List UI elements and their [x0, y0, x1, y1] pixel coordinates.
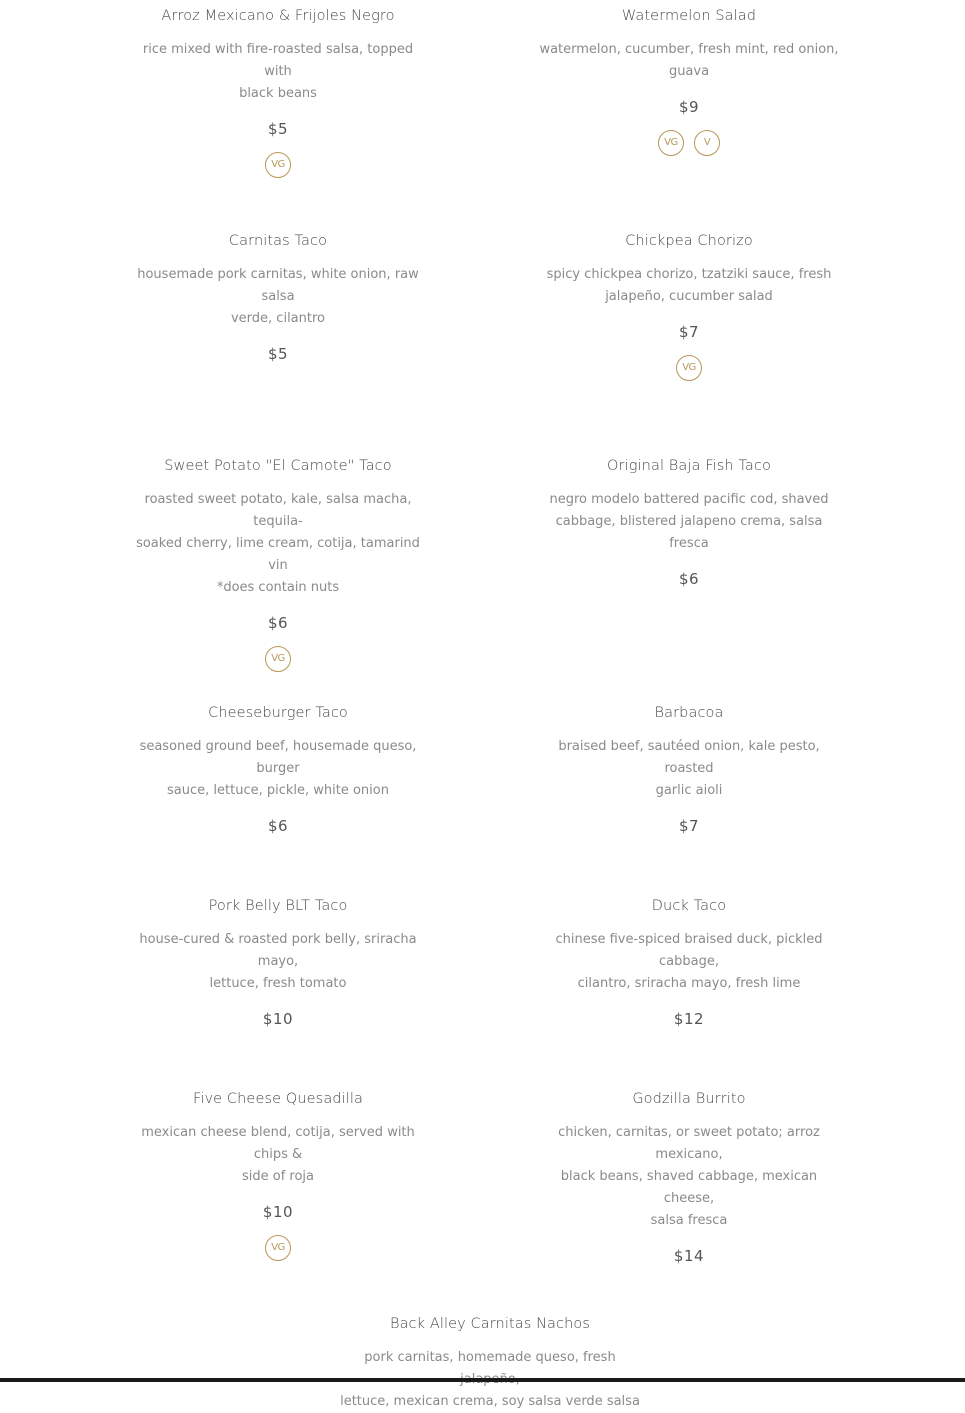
menu-item-price: $14 [673, 1247, 705, 1265]
diet-badges [118, 646, 438, 672]
menu-item-description [529, 929, 849, 995]
menu-item [118, 896, 438, 1029]
description-line: braised beef, sautéed onion, kale pesto, roasted [558, 739, 820, 776]
menu-item-price: $6 [267, 817, 289, 835]
vegetarian-icon: VG [265, 1235, 291, 1261]
description-line: *does contain nuts [216, 580, 340, 595]
menu-item-price: $6 [267, 614, 289, 632]
description-line: rice mixed with fire-roasted salsa, topped with [142, 42, 414, 79]
menu-item [118, 6, 438, 178]
description-line: black beans, shaved cabbage, mexican cheese, [560, 1169, 818, 1206]
menu-item-name: Godzilla Burrito [632, 1091, 746, 1107]
description-line: mexican cheese blend, cotija, served with chips & [141, 1125, 415, 1162]
description-line: side of roja [241, 1169, 315, 1184]
menu-item-name: Duck Taco [651, 898, 727, 914]
menu-item-name: Back Alley Carnitas Nachos [389, 1316, 591, 1332]
menu-item-price: $5 [267, 345, 289, 363]
diet-badges [529, 130, 849, 156]
description-line: jalapeño, cucumber salad [605, 289, 773, 304]
menu-item [529, 703, 849, 836]
menu-item [529, 1089, 849, 1266]
menu-item-description [118, 264, 438, 330]
menu-item-description [529, 1122, 849, 1232]
vegetarian-icon: VG [676, 355, 702, 381]
menu-item [118, 456, 438, 672]
menu-item [118, 1089, 438, 1261]
description-line: pork carnitas, homemade queso, fresh [364, 1350, 616, 1365]
menu-item-description [118, 736, 438, 802]
description-line: chinese five-spiced braised duck, pickled cabbage, [555, 932, 823, 969]
description-line: soaked cherry, lime cream, cotija, tamarind vin [136, 536, 420, 573]
vegan-icon: V [694, 130, 720, 156]
menu-item-description [118, 1122, 438, 1188]
description-line: lettuce, mexican crema, soy salsa verde salsa [340, 1394, 640, 1409]
menu-item-description [529, 39, 849, 83]
diet-badges [118, 152, 438, 178]
diet-badges [118, 1235, 438, 1261]
menu-item-price: $10 [262, 1203, 294, 1221]
description-line: negro modelo battered pacific cod, shaved [549, 492, 829, 507]
description-line: chicken, carnitas, or sweet potato; arroz mexicano, [558, 1125, 820, 1162]
description-line: lettuce, fresh tomato [209, 976, 347, 991]
menu-item-price: $9 [678, 98, 700, 116]
description-line: seasoned ground beef, housemade queso, burger [139, 739, 417, 776]
vegetarian-icon: VG [265, 152, 291, 178]
menu-item-name: Arroz Mexicano & Frijoles Negro [161, 8, 395, 24]
description-line: cabbage, blistered jalapeno crema, salsa fresca [555, 514, 823, 551]
description-line: black beans [239, 86, 317, 101]
menu-item-price: $6 [678, 570, 700, 588]
menu-item-name: Original Baja Fish Taco [607, 458, 771, 474]
description-line: verde, cilantro [230, 311, 325, 326]
menu-item [529, 896, 849, 1029]
vegetarian-icon: VG [658, 130, 684, 156]
description-line: spicy chickpea chorizo, tzatziki sauce, fresh [546, 267, 832, 282]
description-line: roasted sweet potato, kale, salsa macha, tequila- [144, 492, 412, 529]
menu-item [529, 6, 849, 156]
menu-item [529, 456, 849, 589]
bottom-border [0, 1378, 965, 1382]
description-line: garlic aioli [655, 783, 723, 798]
menu-item-description [529, 264, 849, 308]
menu-item-name: Chickpea Chorizo [625, 233, 753, 249]
description-line: salsa fresca [650, 1213, 728, 1228]
menu-item-name: Five Cheese Quesadilla [192, 1091, 363, 1107]
menu-item-name: Barbacoa [654, 705, 724, 721]
menu-item-name: Carnitas Taco [228, 233, 328, 249]
diet-badges [529, 355, 849, 381]
vegetarian-icon: VG [265, 646, 291, 672]
menu-item-name: Pork Belly BLT Taco [208, 898, 348, 914]
menu-item-description [529, 736, 849, 802]
menu-item [118, 231, 438, 364]
menu-item-description [118, 929, 438, 995]
menu-item-name: Watermelon Salad [621, 8, 757, 24]
description-line: house-cured & roasted pork belly, sriracha mayo, [139, 932, 417, 969]
menu-item-price: $7 [678, 817, 700, 835]
description-line: guava [668, 64, 710, 79]
menu-item-price: $7 [678, 323, 700, 341]
description-line: watermelon, cucumber, fresh mint, red onion, [539, 42, 839, 57]
menu-item-price: $10 [262, 1010, 294, 1028]
description-line: sauce, lettuce, pickle, white onion [167, 783, 389, 798]
menu-item [529, 231, 849, 381]
menu-item [330, 1314, 650, 1413]
description-line: housemade pork carnitas, white onion, raw salsa [137, 267, 419, 304]
description-line: cilantro, sriracha mayo, fresh lime [577, 976, 801, 991]
menu-item-description [118, 489, 438, 599]
menu-item-name: Cheeseburger Taco [208, 705, 348, 721]
menu-item [118, 703, 438, 836]
menu-item-description [118, 39, 438, 105]
menu-item-price: $12 [673, 1010, 705, 1028]
menu-item-description [529, 489, 849, 555]
menu-item-price: $5 [267, 120, 289, 138]
menu-item-name: Sweet Potato "El Camote" Taco [164, 458, 392, 474]
